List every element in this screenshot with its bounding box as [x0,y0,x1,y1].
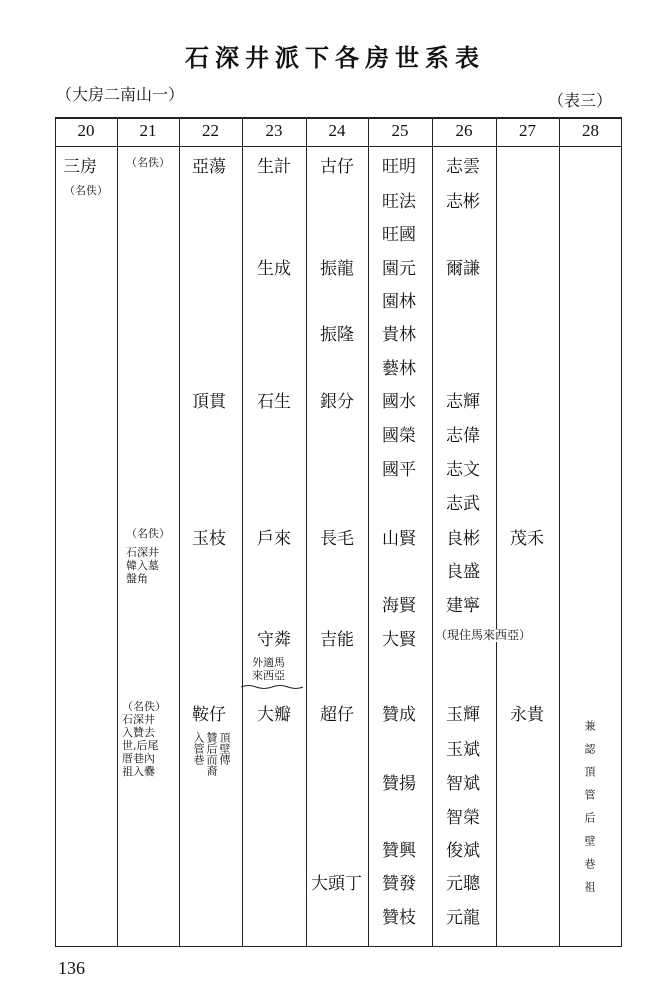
person-name: 生計 [257,157,291,177]
person-name: 玉斌 [446,740,480,760]
generation-header: 20 [77,121,95,140]
person-name: 玉枝 [192,529,226,549]
person-name: 守粦 [257,630,291,650]
note-line: 來西亞 [252,669,285,682]
table-branch-label: （大房二南山一） [56,85,185,104]
person-name: 振龍 [320,259,354,279]
residence-note: （現住馬來西亞） [435,628,532,642]
note-line: 石深井 [122,713,155,726]
person-name: 藝林 [382,359,416,379]
person-name: 山賢 [382,529,416,549]
person-name: 志輝 [446,392,480,412]
generation-header: 25 [391,121,409,140]
column-divider [306,117,307,947]
person-name: 生成 [257,259,291,279]
burial-note [126,546,159,585]
table-number-label: （表三） [548,91,613,110]
person-name: 茂禾 [510,529,544,549]
person-name: 贊成 [382,705,416,725]
person-name: 旺國 [382,225,416,245]
note-line: 厝巷內 [122,752,155,765]
person-name: 俊斌 [446,841,480,861]
person-name: 永貴 [510,705,544,725]
person-name: 石生 [257,392,291,412]
person-name: 智榮 [446,808,480,828]
person-name: 國水 [382,392,416,412]
generation-header: 24 [328,121,346,140]
person-name: 海賢 [382,596,416,616]
generation-header: 21 [139,121,157,140]
name-unknown-note: （名佚） [64,184,108,197]
lineage-note: 入管巷 [192,732,205,765]
page-number: 136 [58,958,85,978]
person-name: 超仔 [320,705,354,725]
person-name: 長毛 [320,529,354,549]
note-line: 祖入爨 [122,765,155,778]
person-name: 戶來 [257,529,291,549]
person-name: 良盛 [446,562,480,582]
person-name: 旺法 [382,192,416,212]
lineage-note: 贊后而裔 [205,732,218,776]
person-name: 志偉 [446,426,480,446]
handwritten-underline [240,684,304,690]
person-name: 鞍仔 [192,705,226,725]
person-name: 貴林 [382,325,416,345]
column-divider [117,117,118,947]
generation-header: 26 [455,121,473,140]
name-unknown-note: （名佚） [126,527,170,540]
person-name: 國榮 [382,426,416,446]
person-name: 建寧 [446,596,480,616]
person-name: 大賢 [382,630,416,650]
person-name: 國平 [382,460,416,480]
column-divider [179,117,180,947]
person-name: 旺明 [382,157,416,177]
person-name: 吉能 [320,630,354,650]
note-line: 入贊去 [122,726,155,739]
note-line: 石深井 [126,546,159,559]
header-divider [55,146,622,147]
note-line: 外適馬 [252,656,285,669]
person-name: 智斌 [446,774,480,794]
ancestor-note: 兼認頂管后壁巷祖 [583,720,596,904]
person-name: 玉輝 [446,705,480,725]
generation-header: 23 [265,121,283,140]
person-name: 園元 [382,259,416,279]
person-name: 贊發 [382,874,416,894]
person-name: 園林 [382,292,416,312]
person-name: 古仔 [320,157,354,177]
person-name: 銀分 [320,392,354,412]
person-name: 爾謙 [446,259,480,279]
person-name: 良彬 [446,529,480,549]
column-divider [432,117,433,947]
person-name: 贊揚 [382,774,416,794]
name-unknown-note: （名佚） [126,156,170,169]
generation-header: 28 [582,121,599,140]
person-name: 振隆 [320,325,354,345]
page-title: 石深井派下各房世系表 [185,43,485,72]
generation-header: 27 [519,121,536,140]
column-divider [496,117,497,947]
person-name: 志雲 [446,157,480,177]
person-name: 大頭丁 [311,874,362,894]
person-name: 頂貫 [192,392,226,412]
person-name: 三房 [63,157,97,177]
lineage-note: 頂壁傳 [218,732,231,765]
generation-header: 22 [202,121,219,140]
overseas-note [252,656,285,682]
person-name: 贊枝 [382,908,416,928]
person-name: 志武 [446,494,480,514]
column-divider [559,117,560,947]
person-name: 元聰 [446,874,480,894]
person-name: 志文 [446,460,480,480]
person-name: 贊興 [382,841,416,861]
column-divider [368,117,369,947]
name-unknown-note: （名佚） [122,700,166,713]
note-line: 盤角 [126,572,148,585]
person-name: 元龍 [446,908,480,928]
column-divider [242,117,243,947]
note-line: 韓入墓 [126,559,159,572]
person-name: 志彬 [446,192,480,212]
person-name: 大瓣 [257,705,291,725]
migration-note [122,713,159,778]
person-name: 亞蕩 [192,157,226,177]
note-line: 世,后尾 [122,739,159,752]
